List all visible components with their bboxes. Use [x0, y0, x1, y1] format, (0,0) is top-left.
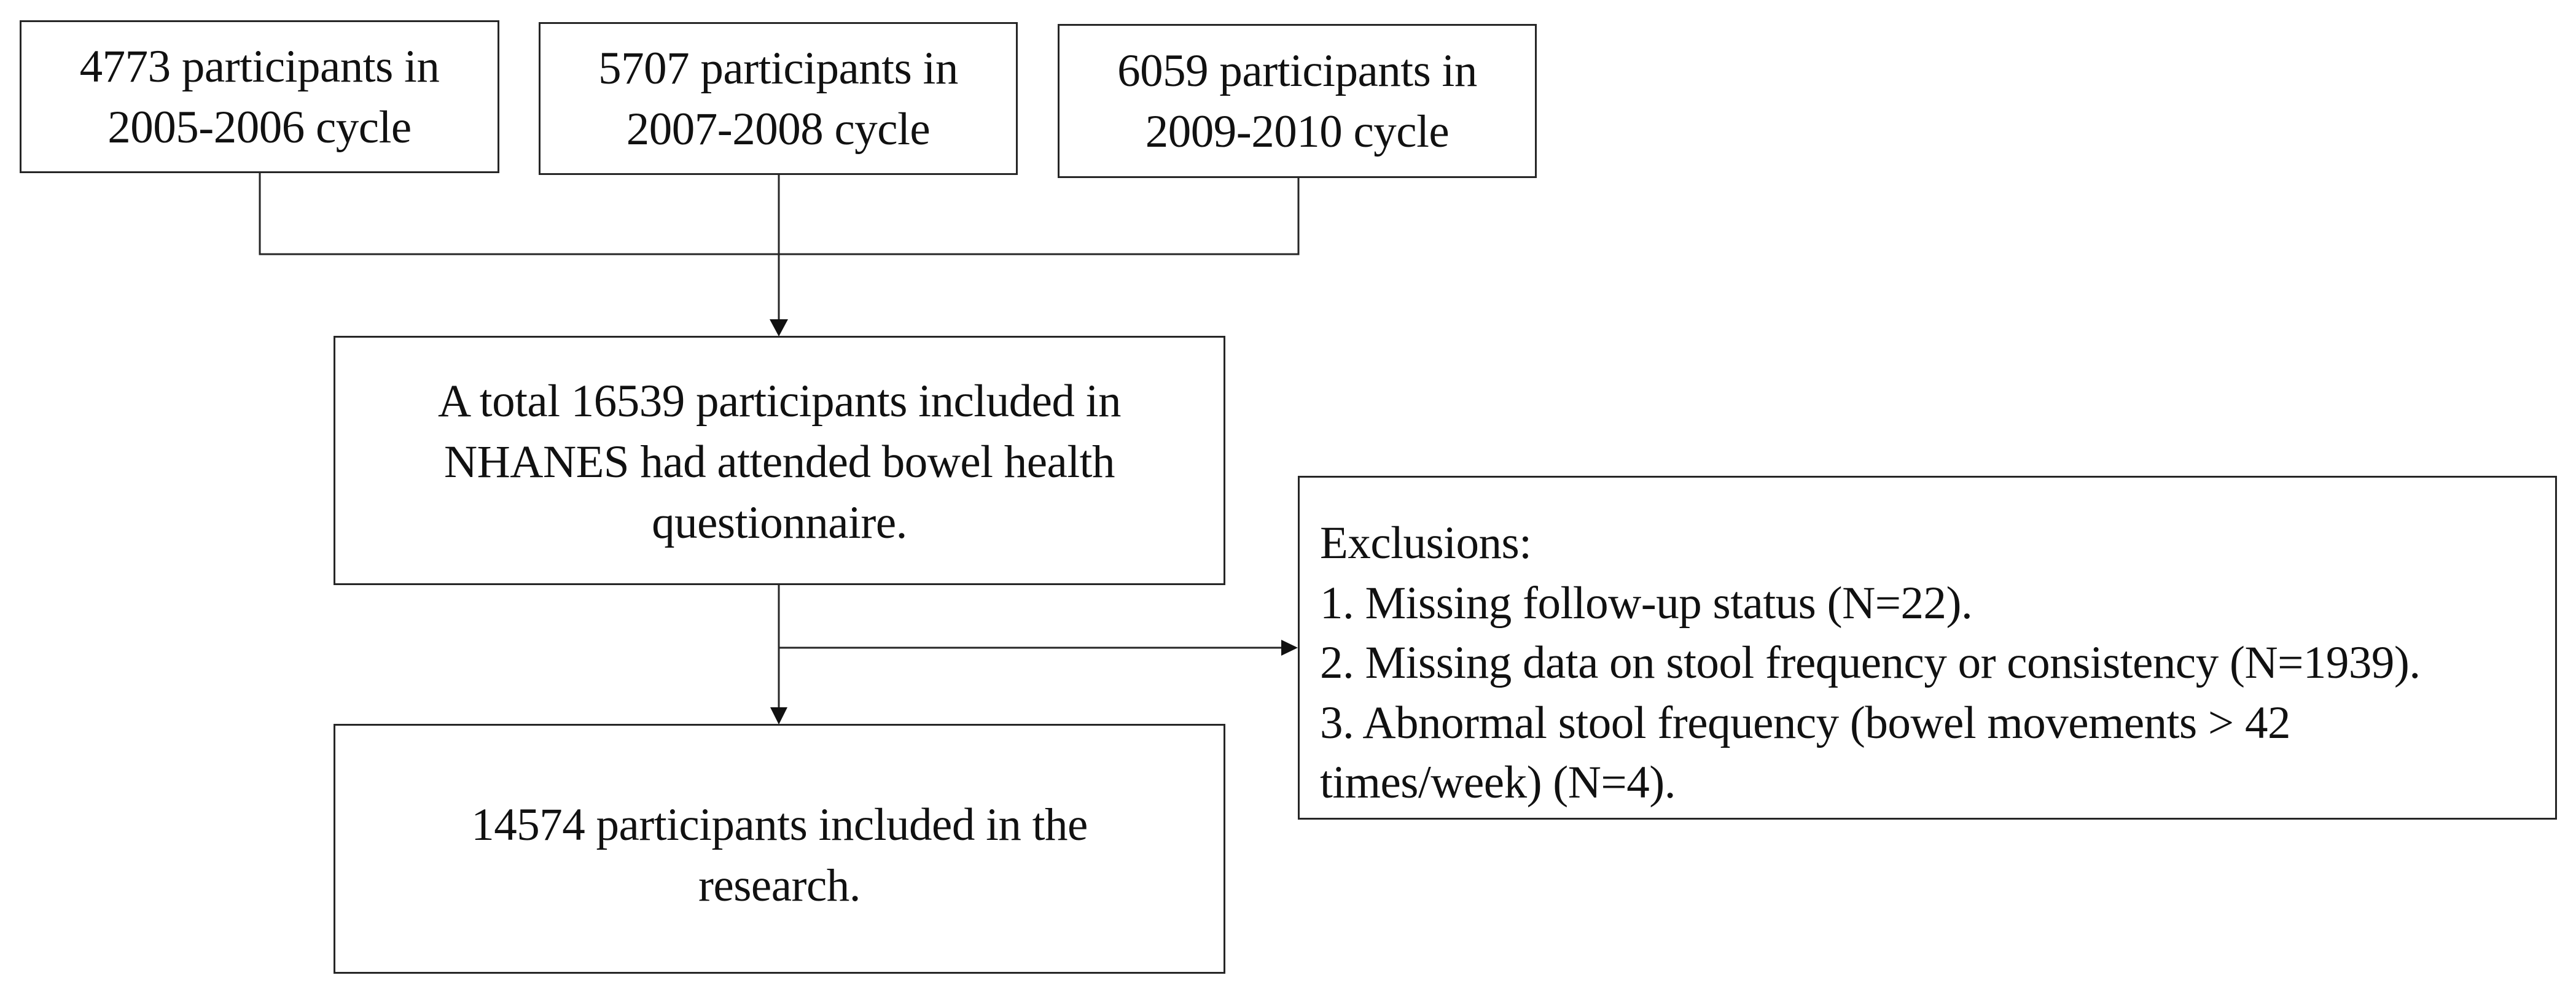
cycle-box-line: 2009-2010 cycle	[1145, 106, 1450, 157]
total-box-line: NHANES had attended bowel health	[443, 436, 1115, 487]
exclusion-item: 2. Missing data on stool frequency or consistency (N=1939).	[1320, 637, 2421, 688]
cycle-box-line: 2007-2008 cycle	[626, 103, 931, 155]
cycle-box-line: 4773 participants in	[79, 41, 440, 92]
cycle-box-line: 2005-2006 cycle	[107, 101, 412, 153]
total-box-line: questionnaire.	[652, 497, 907, 548]
exclusion-item: 1. Missing follow-up status (N=22).	[1320, 577, 1973, 629]
arrowhead-down-icon	[770, 319, 788, 336]
final-box-line: 14574 participants included in the	[471, 799, 1088, 850]
cycle-box-2007-2008	[539, 22, 1018, 175]
exclusions-box	[1298, 476, 2557, 820]
cycle-box-2005-2006	[20, 20, 499, 173]
cycle-box-line: 6059 participants in	[1117, 45, 1477, 96]
exclusion-item: 3. Abnormal stool frequency (bowel movements > 42	[1320, 697, 2290, 748]
cycle-box-2009-2010	[1058, 24, 1537, 178]
total-box-line: A total 16539 participants included in	[437, 375, 1122, 427]
final-box-line: research.	[698, 860, 861, 911]
arrowhead-right-icon	[1281, 640, 1298, 656]
exclusion-item-continued: times/week) (N=4).	[1320, 757, 1676, 808]
arrowhead-down-icon	[770, 707, 787, 724]
exclusions-heading: Exclusions:	[1320, 518, 1532, 569]
final-participants-box	[334, 724, 1225, 974]
cycle-box-line: 5707 participants in	[598, 42, 958, 94]
total-participants-box	[334, 336, 1225, 585]
